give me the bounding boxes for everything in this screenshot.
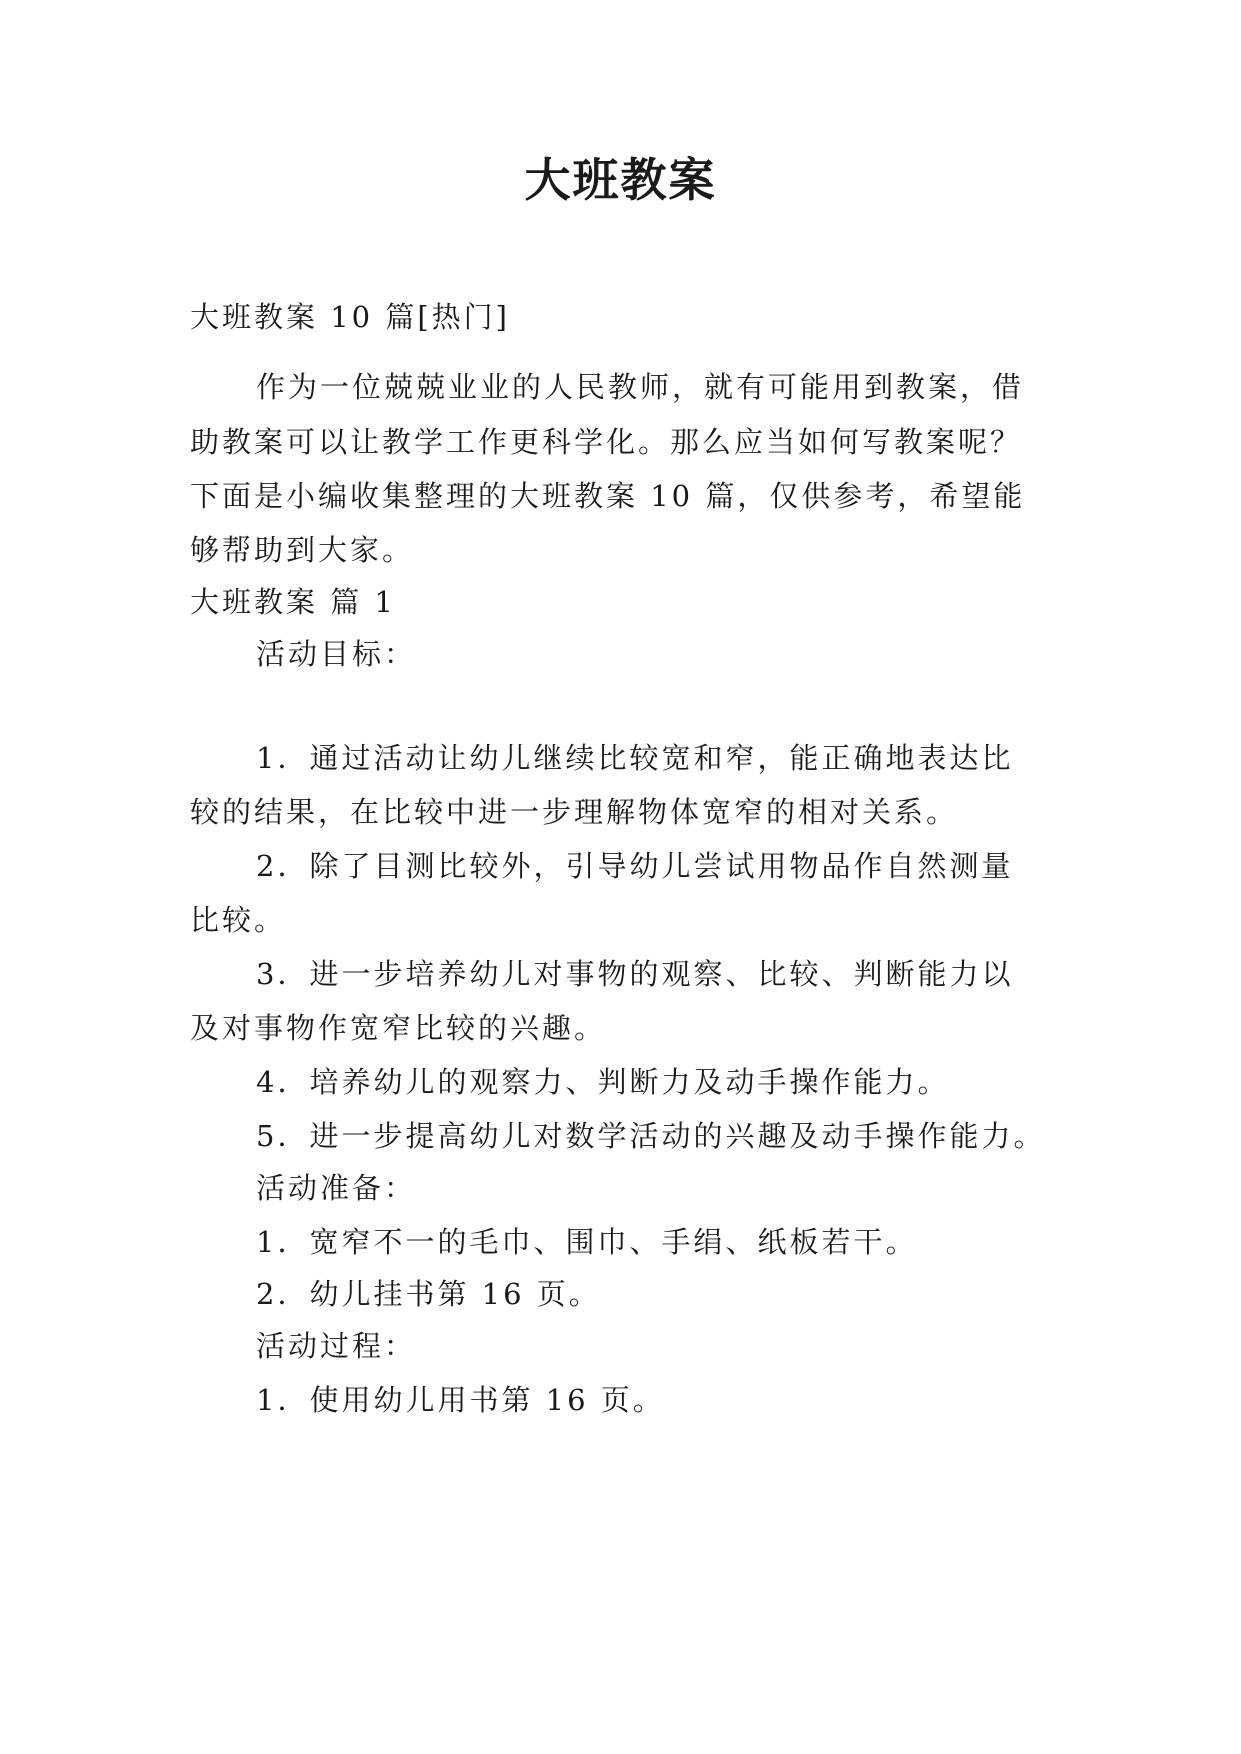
paragraph-line: 助教案可以让教学工作更科学化。那么应当如何写教案呢？ (190, 425, 1023, 459)
paragraph-line: 及对事物作宽窄比较的兴趣。 (190, 1011, 607, 1045)
document-subtitle: 大班教案 10 篇[热门] (190, 300, 510, 334)
paragraph-line: 3．进一步培养幼儿对事物的观察、比较、判断能力以 (256, 957, 1014, 991)
paragraph-line: 2．除了目测比较外，引导幼儿尝试用物品作自然测量 (256, 849, 1014, 883)
paragraph-line: 1．使用幼儿用书第 16 页。 (256, 1383, 665, 1417)
paragraph-line: 2．幼儿挂书第 16 页。 (256, 1277, 601, 1311)
paragraph-line: 够帮助到大家。 (190, 533, 415, 567)
paragraph-line: 1．宽窄不一的毛巾、围巾、手绢、纸板若干。 (256, 1225, 918, 1259)
subsection-heading: 活动准备： (256, 1171, 417, 1205)
paragraph-line: 比较。 (190, 903, 287, 937)
document-title: 大班教案 (524, 153, 717, 207)
subsection-heading: 活动过程： (256, 1329, 417, 1363)
paragraph-line: 4．培养幼儿的观察力、判断力及动手操作能力。 (256, 1065, 950, 1099)
paragraph-line: 作为一位兢兢业业的人民教师，就有可能用到教案，借 (256, 370, 1025, 404)
paragraph-line: 下面是小编收集整理的大班教案 10 篇，仅供参考，希望能 (190, 479, 1026, 513)
paragraph-line: 1．通过活动让幼儿继续比较宽和窄，能正确地表达比 (256, 741, 1014, 775)
paragraph-line: 较的结果，在比较中进一步理解物体宽窄的相对关系。 (190, 795, 959, 829)
section-heading: 大班教案 篇 1 (190, 585, 396, 619)
subsection-heading: 活动目标： (256, 637, 417, 671)
paragraph-line: 5．进一步提高幼儿对数学活动的兴趣及动手操作能力。 (256, 1119, 1046, 1153)
